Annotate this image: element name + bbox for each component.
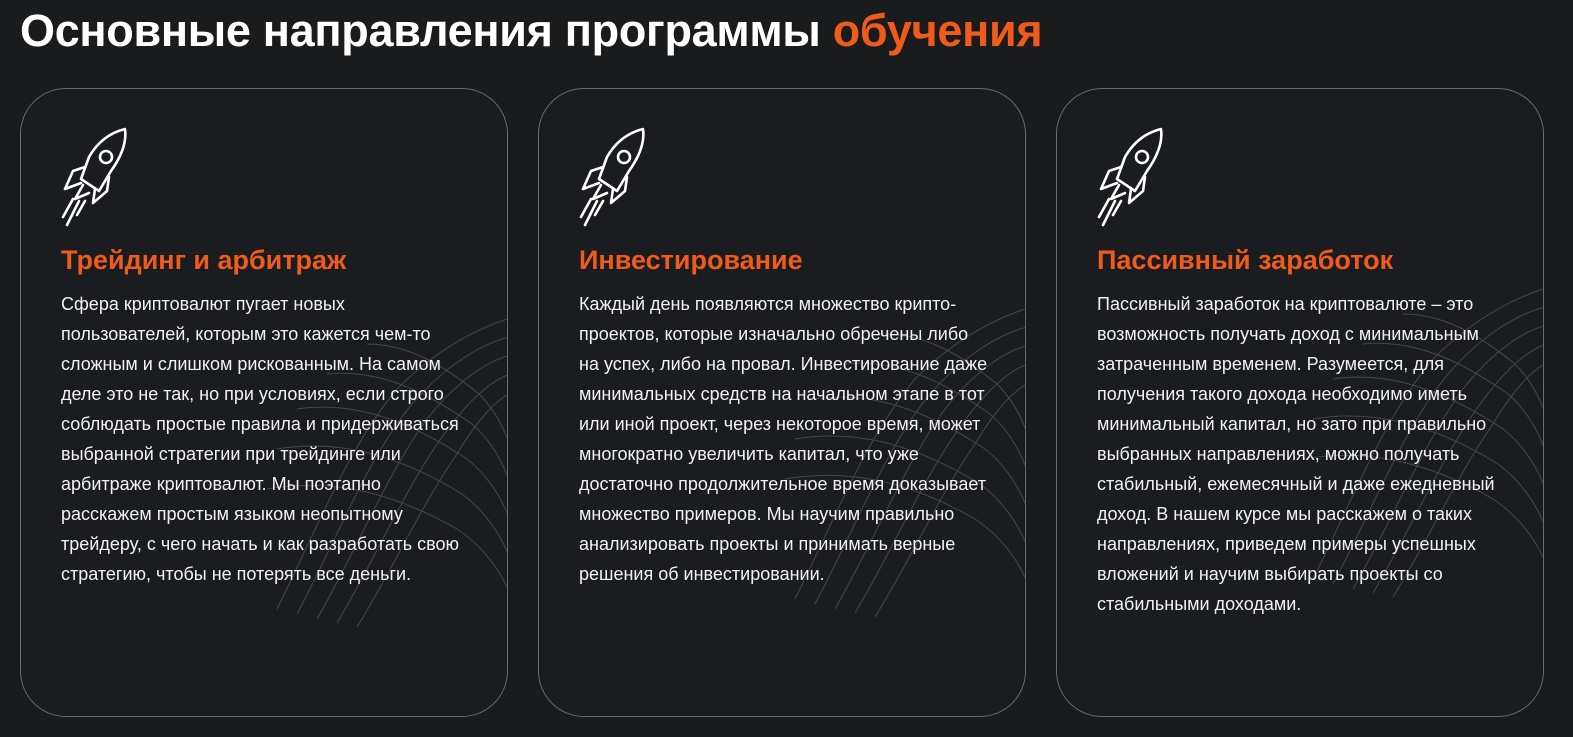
rocket-icon	[1095, 127, 1167, 229]
card-title: Трейдинг и арбитраж	[61, 245, 347, 275]
section-heading	[20, 2, 1042, 60]
card-title: Инвестирование	[579, 245, 803, 275]
card-description: Пассивный заработок на криптовалюте – это возможность получать доход с минимальным затраченным временем. Разумеется, для получения такого дохода необходимо иметь минимальный капитал, но зато при правильно выбранных направлениях, можно получать стабильный, ежемесячный и даже ежедневный доход. В нашем курсе мы расскажем о таких направлениях, приведем примеры успешных вложений и научим выбирать проекты со стабильными доходами.	[1097, 294, 1495, 614]
section-heading-accent: обучения	[832, 5, 1043, 56]
card-title: Пассивный заработок	[1097, 245, 1394, 275]
card-description: Сфера криптовалют пугает новых пользователей, которым это кажется чем-то сложным и слишком рискованным. На самом деле это не так, но при условиях, если строго соблюдать простые правила и придерживаться выбранной стратегии при трейдинге или арбитраже криптовалют. Мы поэтапно расскажем простым языком неопытному трейдеру, с чего начать и как разработать свою стратегию, чтобы не потерять все деньги.	[61, 294, 459, 584]
program-cards	[20, 88, 1544, 717]
section-heading-main: Основные направления программы	[20, 5, 821, 56]
rocket-icon	[59, 127, 131, 229]
rocket-icon	[577, 127, 649, 229]
program-card-trading	[20, 88, 508, 717]
program-card-passive-income	[1056, 88, 1544, 717]
card-description: Каждый день появляются множество крипто-проектов, которые изначально обречены либо на успех, либо на провал. Инвестирование даже минимальных средств на начальном этапе в тот или иной проект, через некоторое время, может многократно увеличить капитал, что уже достаточно продолжительное время доказывает множество примеров. Мы научим правильно анализировать проекты и принимать верные решения об инвестировании.	[579, 294, 988, 584]
program-card-investing	[538, 88, 1026, 717]
